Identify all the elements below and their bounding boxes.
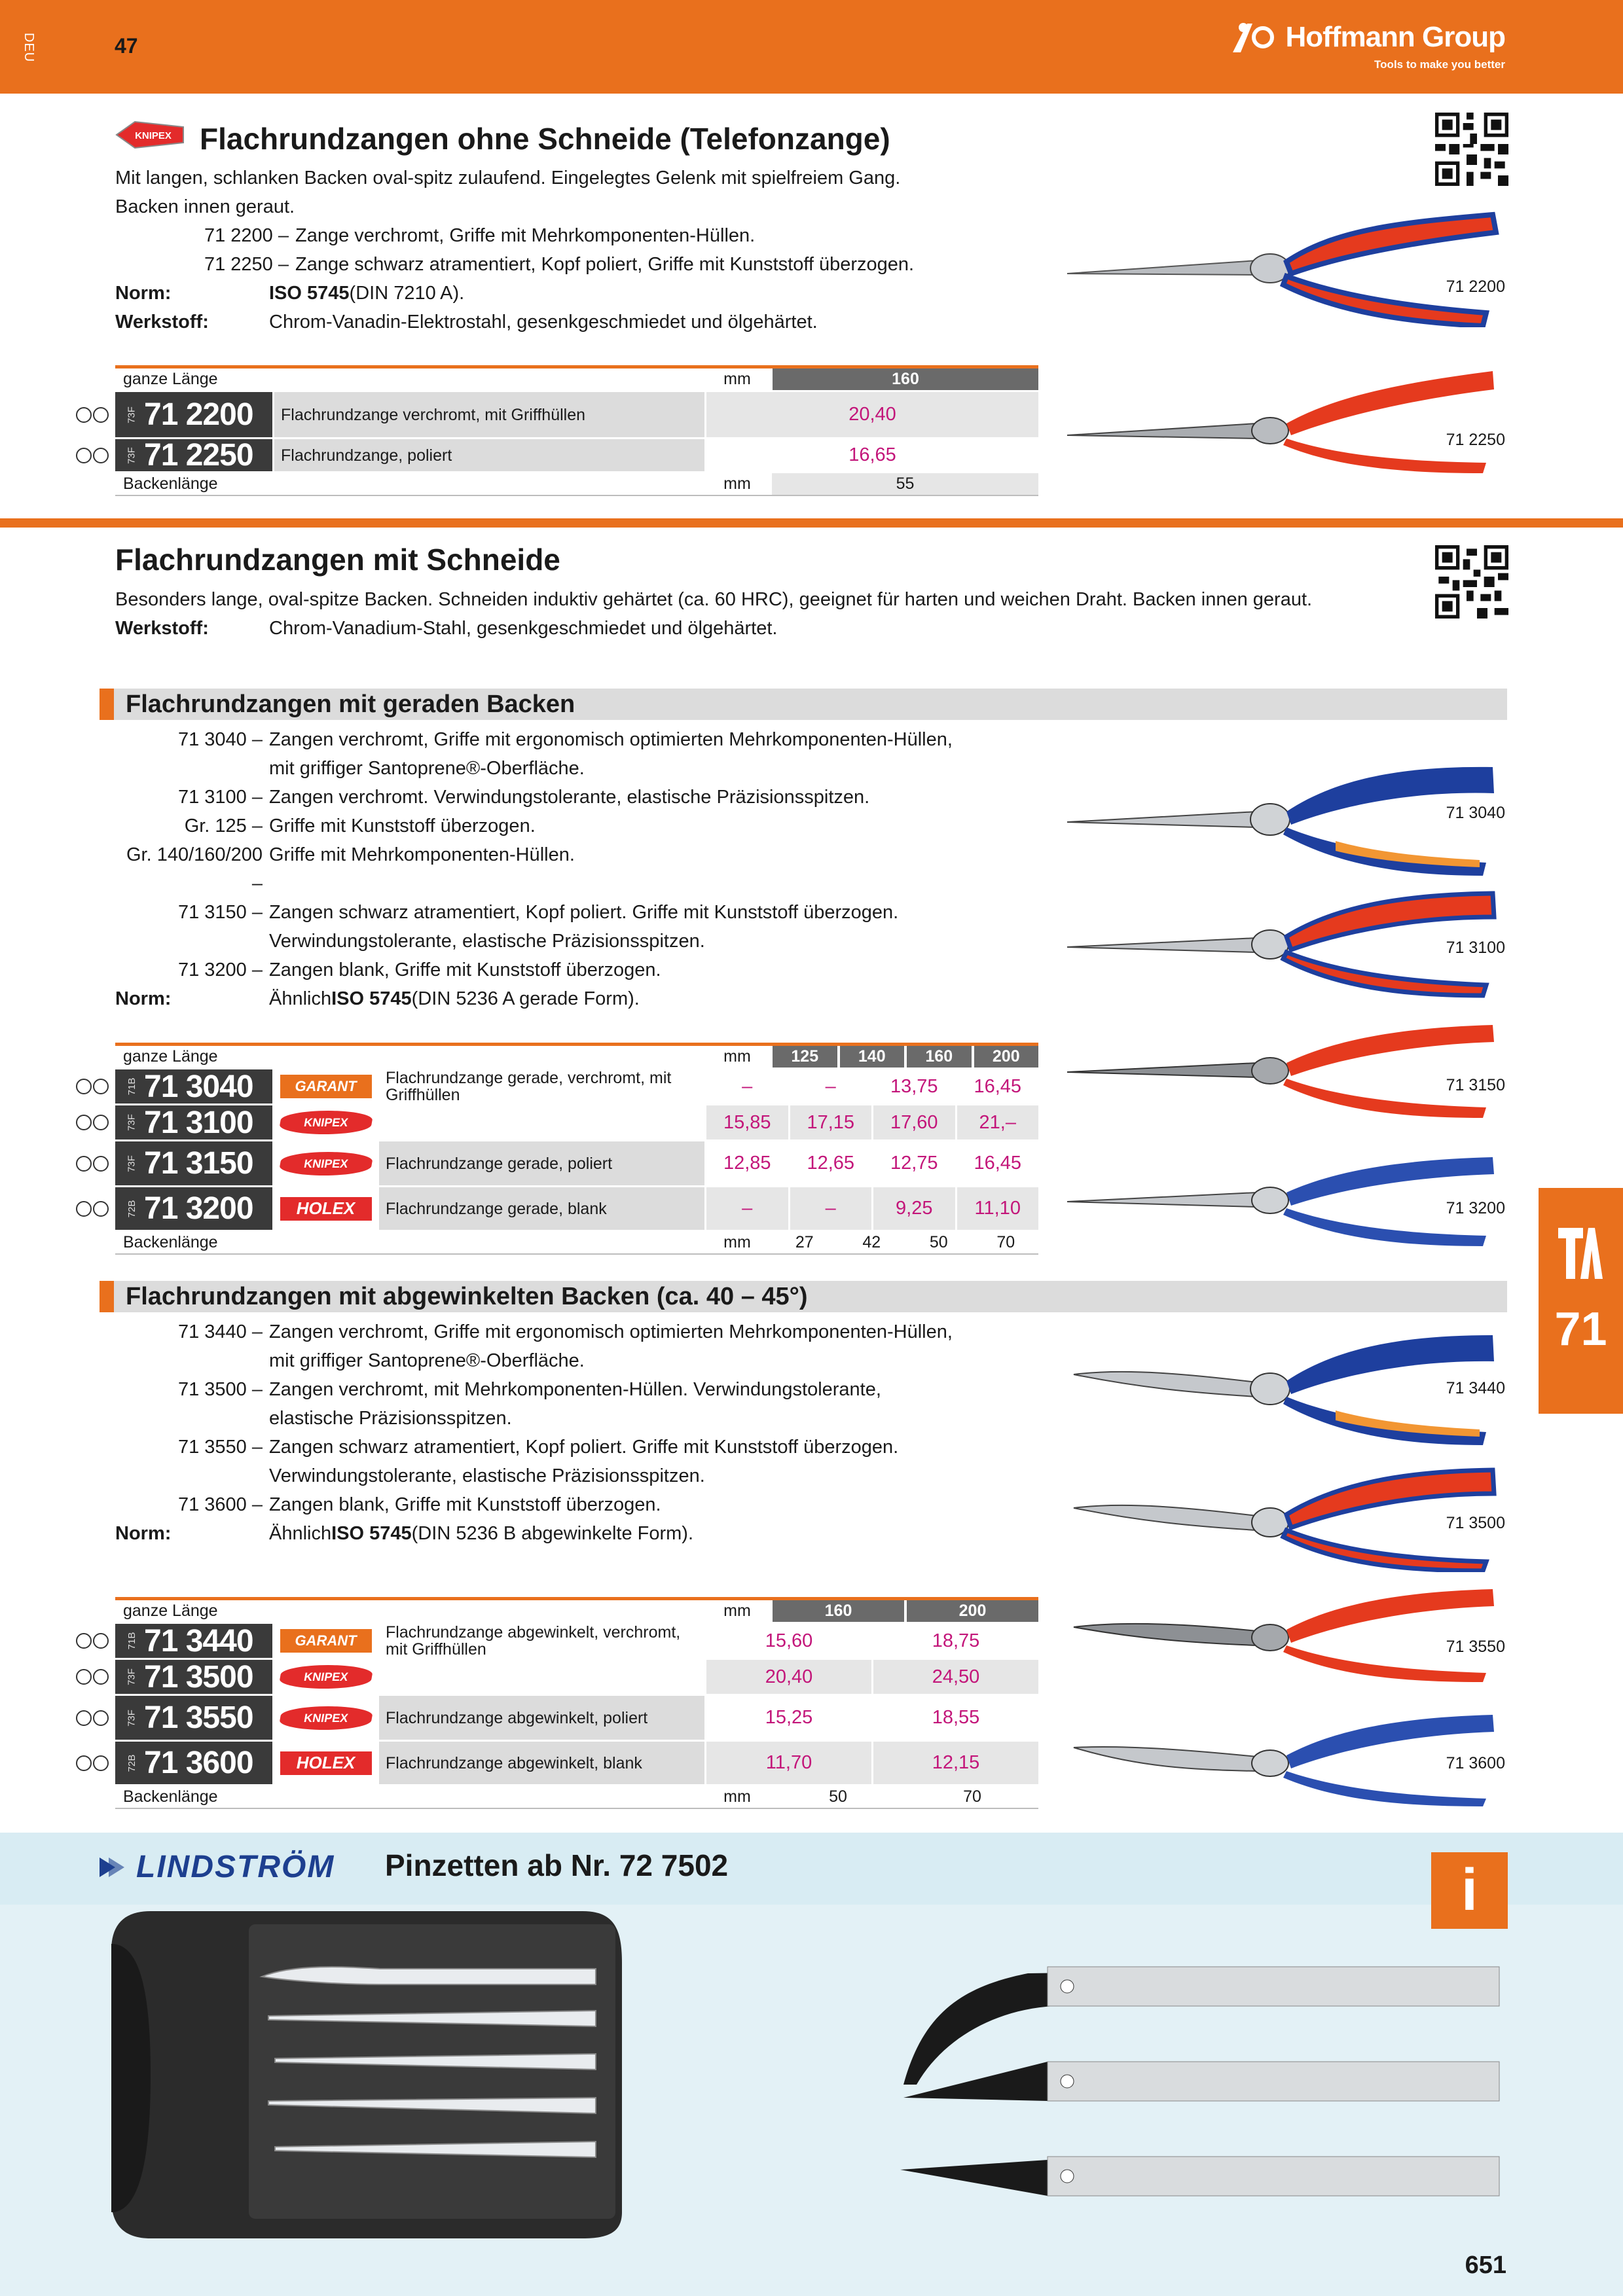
image-caption: 71 3440 (1446, 1379, 1505, 1397)
price-cell: 15,60 (704, 1624, 871, 1658)
table-row[interactable]: 73F 71 3550 KNIPEX Flachrundzange abgewinkelt, poliert 15,25 18,55 (115, 1694, 1038, 1740)
price-cell: 9,25 (871, 1187, 955, 1230)
info-icons (76, 1115, 109, 1130)
plier-image (1061, 363, 1506, 475)
chapter-tab[interactable] (1539, 1188, 1623, 1414)
subsection-b-description (115, 1318, 1097, 1548)
price-cell: 16,45 (955, 1141, 1039, 1185)
tweezer-case-image (98, 1905, 687, 2245)
table-row[interactable]: 71B 71 3040 GARANT Flachrundzange gerade, verchromt, mit Griffhüllen – – 13,75 16,45 (115, 1067, 1038, 1103)
size-header: 200 (974, 1046, 1039, 1067)
section2-description (115, 585, 1359, 643)
qr-code-icon (1435, 113, 1508, 186)
image-caption: 71 3150 (1446, 1076, 1505, 1094)
spec-line: 71 3100 – Zangen verchromt. Verwindungstolerante, elastische Präzisionsspitzen. (177, 787, 870, 808)
plier-image (1061, 887, 1506, 998)
norm-line: Norm: Ähnlich ISO 5745 (DIN 5236 A gerade Form). (115, 988, 640, 1009)
price-cell: 11,10 (955, 1187, 1039, 1230)
price-cell: – (704, 1069, 788, 1103)
info-icons (76, 1201, 109, 1217)
info-icons (76, 1633, 109, 1649)
plier-image (1061, 1584, 1506, 1682)
spec-line: 71 3440 – Zangen verchromt, Griffe mit ergonomisch optimierten Mehrkomponenten-Hüllen, (177, 1321, 953, 1342)
subsection-a-title: Flachrundzangen mit geraden Backen (100, 689, 1507, 720)
material-line: Werkstoff: Chrom-Vanadium-Stahl, gesenkgeschmiedet und ölgehärtet. (115, 618, 778, 639)
section2-intro: Besonders lange, oval-spitze Backen. Schneiden induktiv gehärtet (ca. 60 HRC), geeignet für harten und weichen Draht. Backen innen geraut. (115, 589, 1313, 610)
plier-image (1061, 759, 1506, 877)
price-cell: 21,– (955, 1105, 1039, 1139)
table-row[interactable]: 73F 71 2200 Flachrundzange verchromt, mit Griffhüllen 20,40 (115, 390, 1038, 437)
norm-line: Norm: Ähnlich ISO 5745 (DIN 5236 B abgewinkelte Form). (115, 1523, 693, 1544)
info-icons (76, 1079, 109, 1094)
spec-line: 71 3500 – Zangen verchromt, mit Mehrkomponenten-Hüllen. Verwindungstolerante, (177, 1379, 881, 1400)
spec-line: 71 2250 – Zange schwarz atramentiert, Kopf poliert, Griffe mit Kunststoff überzogen. (204, 254, 915, 275)
spec-line: Gr. 125 – Griffe mit Kunststoff überzogen. (184, 816, 536, 836)
garant-logo-icon: GARANT (280, 1629, 372, 1653)
knipex-logo-icon: KNIPEX (278, 1152, 373, 1175)
size-header: 125 (773, 1046, 837, 1067)
table-footer: Backenlänge mm 27 42 50 70 (115, 1230, 1038, 1255)
spec-line: 71 3040 – Zangen verchromt, Griffe mit ergonomisch optimierten Mehrkomponenten-Hüllen, (177, 729, 953, 750)
article-number: 71 2250 (144, 438, 253, 473)
article-number: 71 3150 (144, 1146, 253, 1181)
image-caption: 71 3500 (1446, 1514, 1505, 1532)
article-number: 71 3040 (144, 1069, 253, 1104)
plier-image (1061, 196, 1506, 327)
material-line: Werkstoff: Chrom-Vanadin-Elektrostahl, gesenkgeschmiedet und ölgehärtet. (115, 312, 818, 332)
plier-image (1061, 1322, 1506, 1446)
info-icons (76, 1755, 109, 1771)
info-icons (76, 1710, 109, 1726)
image-caption: 71 3100 (1446, 939, 1505, 957)
price-cell: 20,40 (704, 1660, 871, 1694)
price-cell: 17,15 (788, 1105, 872, 1139)
price-cell: 16,65 (704, 439, 1038, 471)
table-row[interactable]: 72B 71 3600 HOLEX Flachrundzange abgewinkelt, blank 11,70 12,15 (115, 1740, 1038, 1784)
language-code: DEU (22, 33, 36, 63)
image-caption: 71 3040 (1446, 804, 1505, 822)
article-description: Flachrundzange abgewinkelt, blank (377, 1742, 704, 1784)
size-header: 160 (907, 1046, 972, 1067)
section2-title: Flachrundzangen mit Schneide (115, 543, 560, 577)
article-number: 71 3440 (144, 1623, 253, 1659)
spec-line: mit griffiger Santoprene®-Oberfläche. (269, 758, 585, 779)
size-header: 160 (773, 368, 1038, 390)
spec-line: Gr. 140/160/200 – Griffe mit Mehrkomponenten-Hüllen. (126, 844, 575, 894)
article-number: 71 2200 (144, 397, 253, 432)
pliers-tool-icon (1554, 1224, 1607, 1283)
size-header: 160 (773, 1600, 904, 1622)
brand-name: Hoffmann Group (1285, 21, 1505, 53)
subsection-a-description (115, 725, 1097, 1013)
subsection-b-title: Flachrundzangen mit abgewinkelten Backen (ca. 40 – 45°) (100, 1281, 1507, 1312)
spec-line: 71 3150 – Zangen schwarz atramentiert, Kopf poliert. Griffe mit Kunststoff überzogen. (177, 902, 899, 923)
holex-logo-icon: HOLEX (280, 1197, 372, 1221)
spec-line: Verwindungstolerante, elastische Präzisionsspitzen. (269, 931, 705, 952)
article-number: 71 3550 (144, 1700, 253, 1735)
lindstrom-logo: LINDSTRÖM (100, 1849, 335, 1885)
spec-line: 71 2200 – Zange verchromt, Griffe mit Mehrkomponenten-Hüllen. (204, 225, 756, 246)
price-table-1 (115, 365, 1038, 496)
table-row[interactable]: 73F 71 3150 KNIPEX Flachrundzange gerade, poliert 12,85 12,65 12,75 16,45 (115, 1139, 1038, 1185)
spec-line: elastische Präzisionsspitzen. (269, 1408, 512, 1429)
table-header: ganze Länge mm 160 (115, 365, 1038, 390)
article-description: Flachrundzange abgewinkelt, verchromt, mit Griffhüllen (377, 1624, 704, 1658)
price-cell: 15,85 (704, 1105, 788, 1139)
plier-image (1061, 1152, 1506, 1250)
spec-line: 71 3550 – Zangen schwarz atramentiert, Kopf poliert. Griffe mit Kunststoff überzogen. (177, 1437, 899, 1458)
article-description: Flachrundzange, poliert (272, 439, 704, 471)
price-cell: 18,75 (871, 1624, 1038, 1658)
lindstrom-title: Pinzetten ab Nr. 72 7502 (385, 1848, 729, 1882)
article-number: 71 3100 (144, 1105, 253, 1140)
section-divider (0, 518, 1623, 528)
hoffmann-logo-icon (1230, 21, 1276, 54)
info-icons (76, 1156, 109, 1172)
table-header: ganze Länge mm 125 140 160 200 (115, 1043, 1038, 1067)
table-row[interactable]: 73F 71 3100 KNIPEX 15,85 17,15 17,60 21,– (115, 1103, 1038, 1139)
table-row[interactable]: 71B 71 3440 GARANT Flachrundzange abgewinkelt, verchromt, mit Griffhüllen 15,60 18,75 (115, 1622, 1038, 1658)
article-description (377, 1660, 704, 1694)
table-footer: Backenlänge mm 50 70 (115, 1784, 1038, 1809)
garant-logo-icon: GARANT (280, 1075, 372, 1098)
article-description (377, 1105, 704, 1139)
lindstrom-arrow-icon (100, 1857, 128, 1877)
price-cell: 13,75 (871, 1069, 955, 1103)
section1-intro-1: Mit langen, schlanken Backen oval-spitz zulaufend. Eingelegtes Gelenk mit spielfreiem Gang. (115, 168, 901, 188)
size-header: 200 (907, 1600, 1038, 1622)
article-description: Flachrundzange gerade, poliert (377, 1141, 704, 1185)
info-icons (76, 448, 109, 463)
plier-image (1061, 1461, 1506, 1572)
price-cell: 12,65 (788, 1141, 872, 1185)
knipex-logo-icon (115, 118, 185, 152)
table-header: ganze Länge mm 160 200 (115, 1597, 1038, 1622)
image-caption: 71 2200 (1446, 278, 1505, 296)
page-number: 651 (1465, 2251, 1506, 2279)
price-cell: 16,45 (955, 1069, 1039, 1103)
spec-line: 71 3200 – Zangen blank, Griffe mit Kunststoff überzogen. (177, 960, 661, 980)
article-number: 71 3600 (144, 1746, 253, 1780)
image-caption: 71 3550 (1446, 1638, 1505, 1656)
section1-intro-2: Backen innen geraut. (115, 196, 295, 217)
info-icons (76, 1669, 109, 1685)
chapter-number: 71 (1554, 1303, 1607, 1355)
section1-title: Flachrundzangen ohne Schneide (Telefonzange) (200, 122, 890, 156)
price-table-2 (115, 1043, 1038, 1255)
price-cell: 12,85 (704, 1141, 788, 1185)
svg-text:KNIPEX: KNIPEX (135, 130, 172, 141)
info-icons (76, 407, 109, 423)
price-cell: 12,75 (871, 1141, 955, 1185)
plier-image (1061, 1021, 1506, 1119)
image-caption: 71 3600 (1446, 1754, 1505, 1772)
price-cell: – (788, 1069, 872, 1103)
spec-line: Verwindungstolerante, elastische Präzisionsspitzen. (269, 1465, 705, 1486)
article-description: Flachrundzange verchromt, mit Griffhüllen (272, 392, 704, 437)
price-cell: – (788, 1187, 872, 1230)
table-row[interactable]: 73F 71 3500 KNIPEX 20,40 24,50 (115, 1658, 1038, 1694)
table-row[interactable]: 72B 71 3200 HOLEX Flachrundzange gerade, blank – – 9,25 11,10 (115, 1185, 1038, 1230)
table-footer: Backenlänge mm 55 (115, 471, 1038, 496)
price-cell: 11,70 (704, 1742, 871, 1784)
image-caption: 71 2250 (1446, 431, 1505, 449)
section1-description (115, 164, 1084, 336)
price-cell: – (704, 1187, 788, 1230)
article-description: Flachrundzange abgewinkelt, poliert (377, 1696, 704, 1740)
price-cell: 17,60 (871, 1105, 955, 1139)
brand-logo (1230, 21, 1505, 71)
table-row[interactable]: 73F 71 2250 Flachrundzange, poliert 16,65 (115, 437, 1038, 471)
knipex-logo-icon: KNIPEX (278, 1706, 373, 1730)
norm-line: Norm: ISO 5745 (DIN 7210 A). (115, 283, 465, 304)
price-cell: 15,25 (704, 1696, 871, 1740)
spec-line: 71 3600 – Zangen blank, Griffe mit Kunststoff überzogen. (177, 1494, 661, 1515)
knipex-logo-icon: KNIPEX (278, 1111, 373, 1134)
article-number: 71 3500 (144, 1659, 253, 1695)
price-cell: 18,55 (871, 1696, 1038, 1740)
plier-image (1061, 1708, 1506, 1806)
page-number-top: 47 (115, 34, 138, 58)
price-cell: 20,40 (704, 392, 1038, 437)
info-icon[interactable]: i (1431, 1852, 1508, 1929)
price-table-3 (115, 1597, 1038, 1809)
article-number: 71 3200 (144, 1191, 253, 1226)
size-header: 140 (840, 1046, 905, 1067)
holex-logo-icon: HOLEX (280, 1751, 372, 1775)
article-description: Flachrundzange gerade, blank (377, 1187, 704, 1230)
image-caption: 71 3200 (1446, 1199, 1505, 1217)
knipex-logo-icon: KNIPEX (278, 1665, 373, 1689)
price-cell: 12,15 (871, 1742, 1038, 1784)
price-cell: 24,50 (871, 1660, 1038, 1694)
qr-code-icon (1435, 545, 1508, 619)
article-description: Flachrundzange gerade, verchromt, mit Griffhüllen (377, 1069, 704, 1103)
tweezers-image (897, 1934, 1512, 2215)
brand-tagline: Tools to make you better (1374, 58, 1505, 71)
spec-line: mit griffiger Santoprene®-Oberfläche. (269, 1350, 585, 1371)
